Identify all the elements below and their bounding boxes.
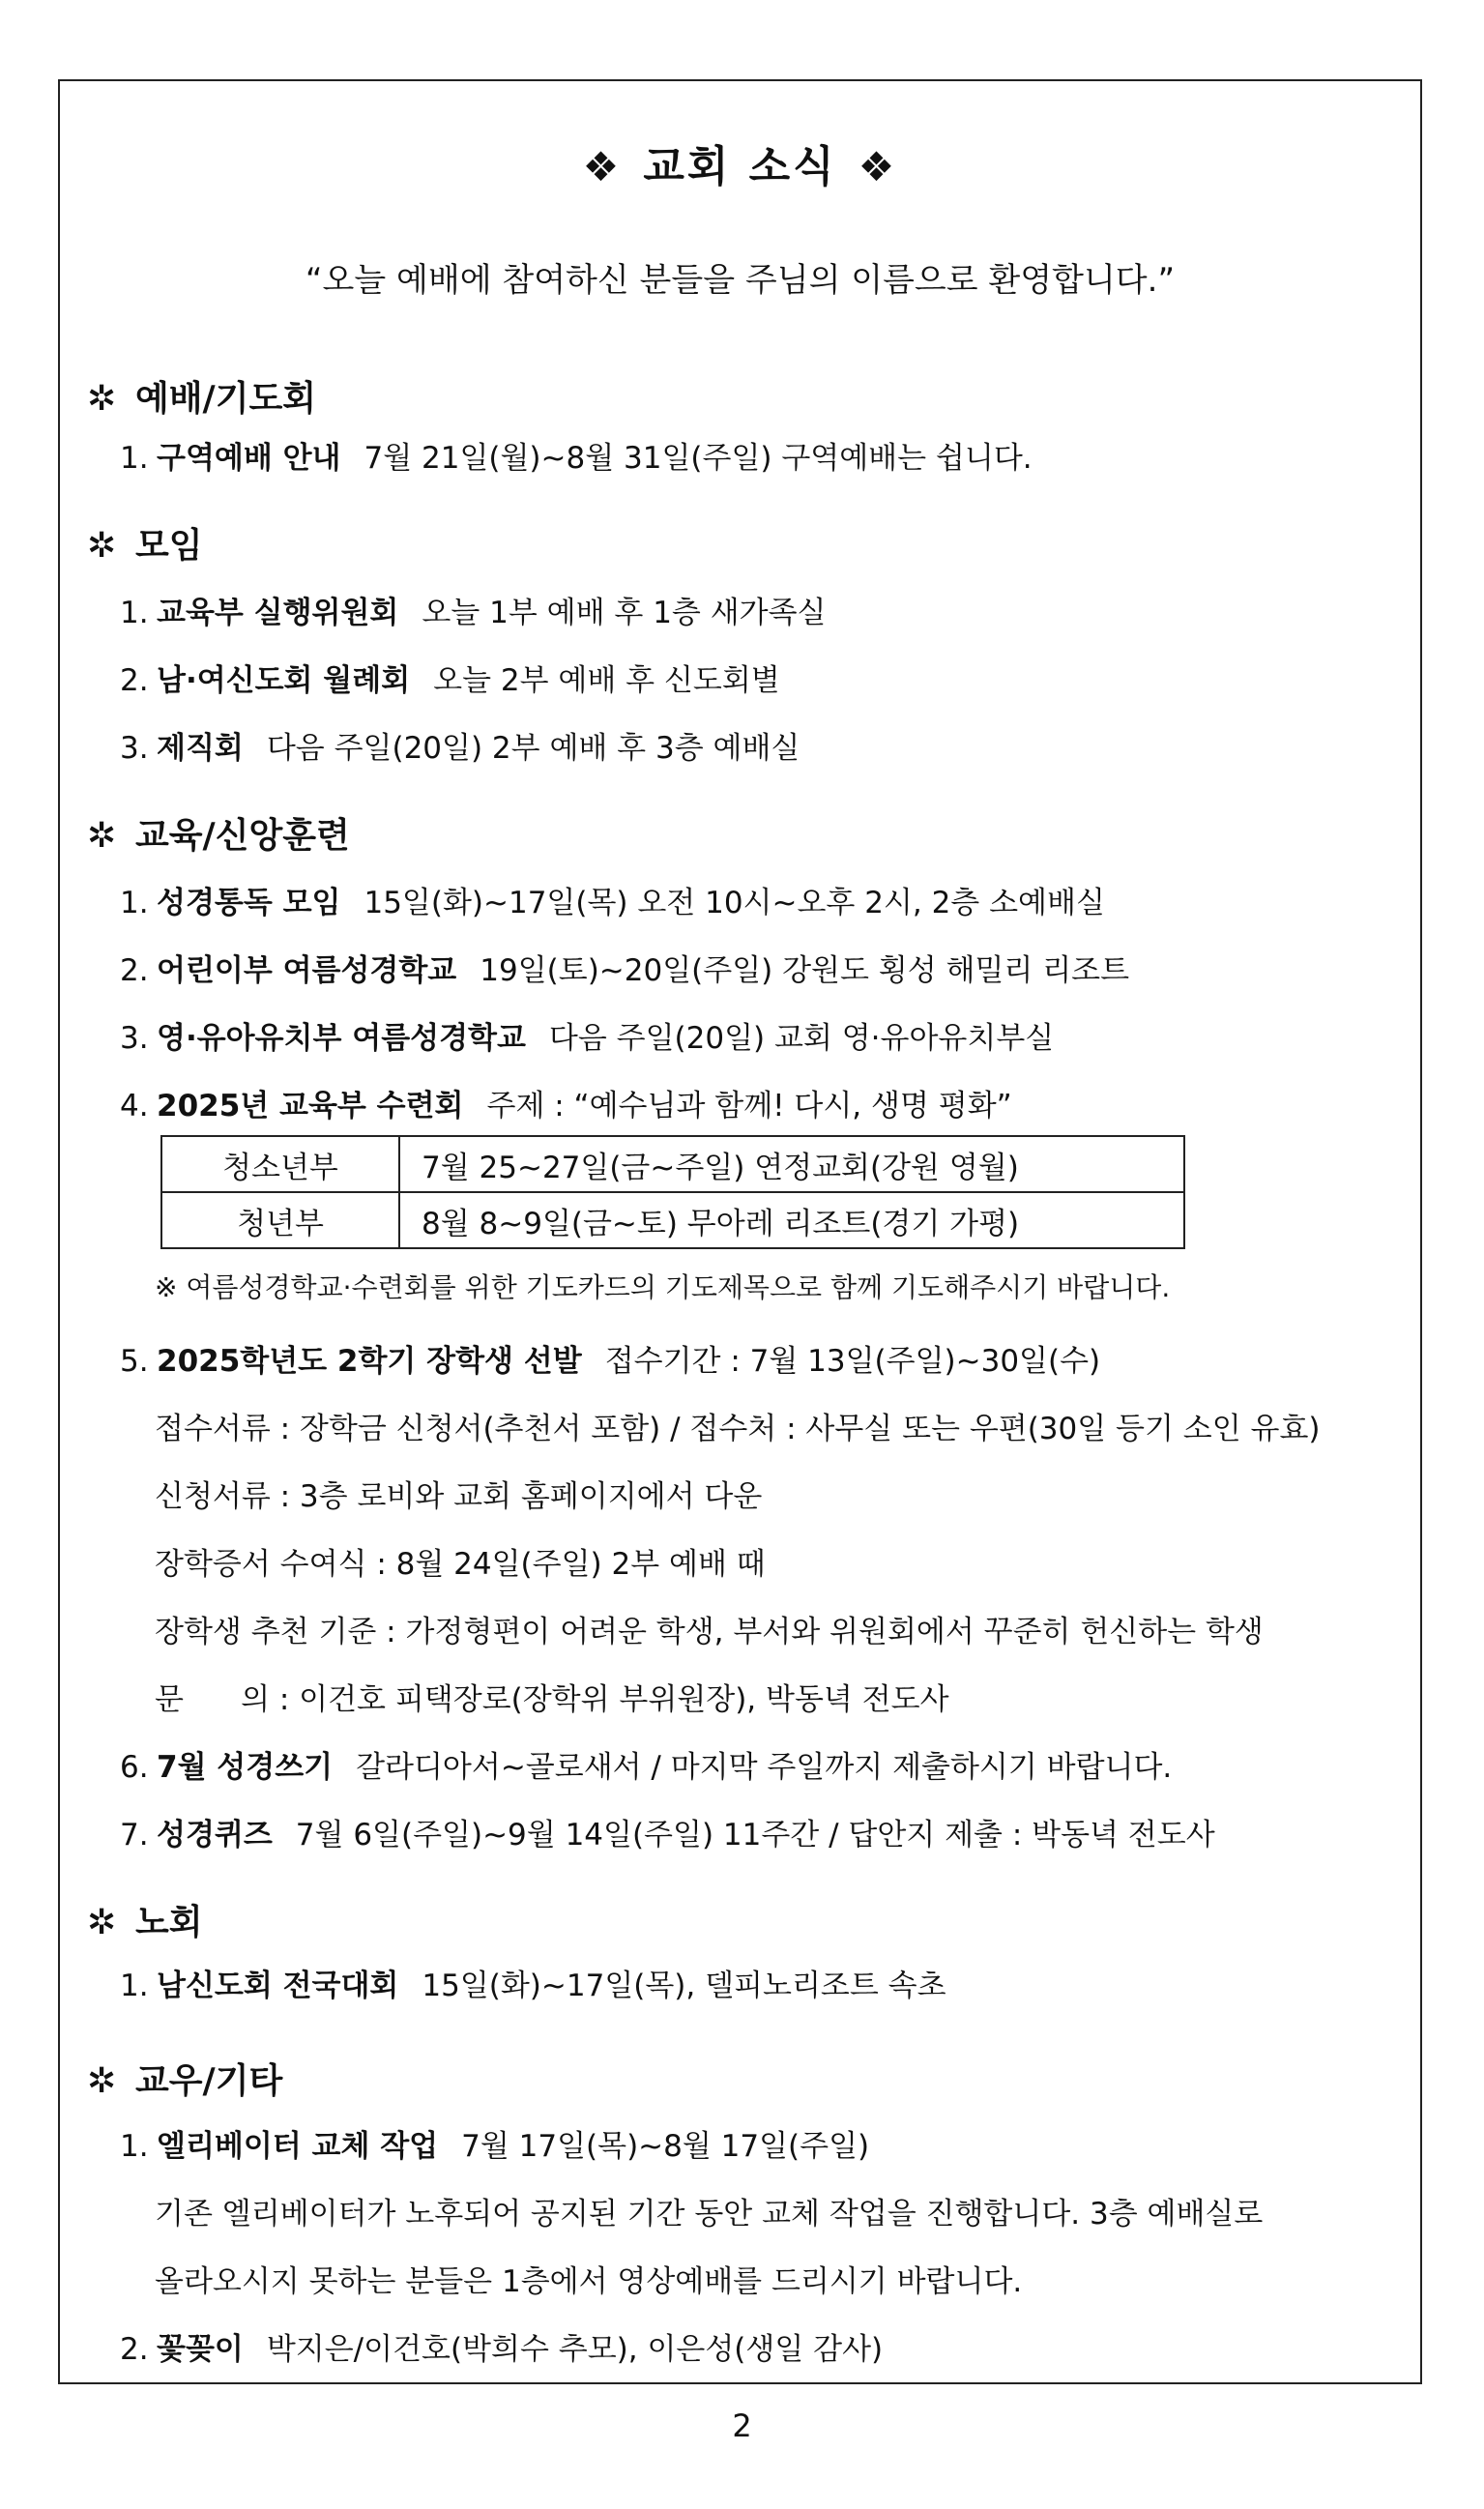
section-title: 교우/기타 (135, 2061, 283, 2101)
section-presbytery (87, 1895, 203, 1944)
detail-line: 접수서류 : 장학금 신청서(추천서 포함) / 접수처 : 사무실 또는 우편(30일 등기 소인 유효) (155, 1412, 1321, 1446)
table-row (161, 1136, 1184, 1192)
detail-line: 문 의 : 이건호 피택장로(장학위 부위원장), 박동녁 전도사 (155, 1682, 949, 1717)
page-number: 2 (732, 2407, 752, 2444)
list-item: 2. 꽃꽂이 박지은/이건호(박희수 추모), 이은성(생일 감사) (120, 2332, 884, 2367)
list-item: 2. 어린이부 여름성경학교 19일(토)~20일(주일) 강원도 횡성 해밀리 리조트 (120, 953, 1130, 988)
table-cell: 8월 8~9일(금~토) 무아레 리조트(경기 가평) (399, 1192, 1184, 1248)
camp-table (160, 1135, 1185, 1249)
list-item: 3. 제직회 다음 주일(20일) 2부 예배 후 3층 예배실 (120, 731, 800, 766)
news-frame (58, 79, 1422, 2384)
section-meeting (87, 518, 203, 568)
asterisk-icon: ✲ (87, 1903, 117, 1942)
welcome-message: “오늘 예배에 참여하신 분들을 주님의 이름으로 환영합니다.” (305, 261, 1176, 300)
list-item: 4. 2025년 교육부 수련회 주제 : “예수님과 함께! 다시, 생명 평화” (120, 1089, 1012, 1123)
asterisk-icon: ✲ (87, 526, 117, 566)
list-item: 1. 성경통독 모임 15일(화)~17일(목) 오전 10시~오후 2시, 2층 소예배실 (120, 886, 1105, 920)
list-item: 2. 남·여신도회 월례회 오늘 2부 예배 후 신도회별 (120, 663, 780, 698)
asterisk-icon: ✲ (87, 816, 117, 856)
asterisk-icon: ✲ (87, 379, 117, 419)
section-title: 모임 (135, 526, 203, 566)
detail-line: 신청서류 : 3층 로비와 교회 홈페이지에서 다운 (155, 1479, 763, 1514)
section-title: 교육/신앙훈련 (135, 816, 350, 856)
list-item: 6. 7월 성경쓰기 갈라디아서~골로새서 / 마지막 주일까지 제출하시기 바랍니다. (120, 1750, 1173, 1785)
section-title: 예배/기도회 (135, 379, 317, 419)
list-item: 3. 영·유아유치부 여름성경학교 다음 주일(20일) 교회 영·유아유치부실 (120, 1021, 1055, 1056)
list-item: 1. 교육부 실행위원회 오늘 1부 예배 후 1층 새가족실 (120, 596, 827, 630)
list-item: 5. 2025학년도 2학기 장학생 선발 접수기간 : 7월 13일(주일)~30일(수) (120, 1344, 1101, 1379)
detail-line: 장학증서 수여식 : 8월 24일(주일) 2부 예배 때 (155, 1547, 766, 1582)
detail-line: 올라오시지 못하는 분들은 1층에서 영상예배를 드리시기 바랍니다. (155, 2264, 1023, 2299)
page-title (60, 131, 1420, 193)
list-item: 7. 성경퀴즈 7월 6일(주일)~9월 14일(주일) 11주간 / 답안지 제출 : 박동녁 전도사 (120, 1818, 1215, 1853)
table-cell: 청년부 (161, 1192, 399, 1248)
diamond-icon: ❖ (858, 143, 898, 190)
section-worship (87, 371, 316, 421)
section-title: 노회 (135, 1903, 203, 1942)
detail-line: 기존 엘리베이터가 노후되어 공지된 기간 동안 교체 작업을 진행합니다. 3층 예배실로 (155, 2197, 1264, 2232)
asterisk-icon: ✲ (87, 2061, 117, 2101)
list-item: 1. 구역예배 안내 7월 21일(월)~8월 31일(주일) 구역예배는 쉽니다. (120, 441, 1033, 476)
diamond-icon: ❖ (582, 143, 623, 190)
table-cell: 청소년부 (161, 1136, 399, 1192)
section-education (87, 808, 350, 858)
detail-line: 장학생 추천 기준 : 가정형편이 어려운 학생, 부서와 위원회에서 꾸준히 헌신하는 학생 (155, 1615, 1264, 1649)
list-item: 1. 남신도회 전국대회 15일(화)~17일(목), 델피노리조트 속초 (120, 1969, 946, 2003)
table-row (161, 1192, 1184, 1248)
list-item: 1. 엘리베이터 교체 작업 7월 17일(목)~8월 17일(주일) (120, 2129, 870, 2164)
page-title-text: 교회 소식 (643, 142, 837, 191)
camp-note: ※ 여름성경학교·수련회를 위한 기도카드의 기도제목으로 함께 기도해주시기 바랍니다. (155, 1271, 1171, 1303)
section-fellowship (87, 2054, 282, 2103)
table-cell: 7월 25~27일(금~주일) 연정교회(강원 영월) (399, 1136, 1184, 1192)
